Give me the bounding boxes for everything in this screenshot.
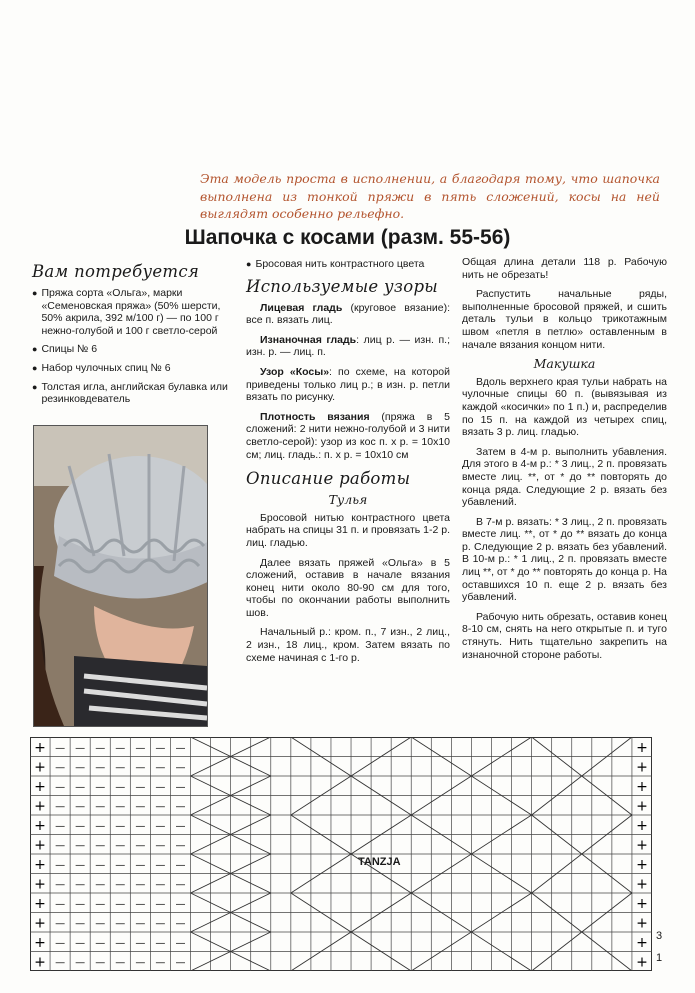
purl-stitch-symbol: — [115,840,126,852]
purl-stitch-symbol: — [155,918,166,930]
purl-stitch-symbol: — [95,762,106,774]
purl-stitch-symbol: — [115,957,126,969]
edge-stitch-symbol: + [34,856,46,873]
intro-text: Эта модель проста в исполнении, а благодаря тому, что шапочка выполнена из тонкой пряжи в пять сложений, косы на ней выглядят особенно рельефно. [200,171,660,221]
paragraph: Распустить начальные ряды, выполненные бросовой пряжей, и сшить деталь тульи в кольцо трикотажным швом «петля в петлю» оставленным в начале вязания концом нити. [462,288,667,351]
purl-stitch-symbol: — [135,762,146,774]
purl-stitch-symbol: — [175,801,186,813]
list-item: ● Бросовая нить контрастного цвета [246,258,425,270]
paragraph: Вдоль верхнего края тульи набрать на чулочные спицы 60 п. (вывязывая из каждой «косички» по 1 п.) и, распределив по 15 п. на каждой из четырех спиц, вязать 3 р. лиц. гладью. [462,375,667,439]
purl-stitch-symbol: — [155,957,166,969]
purl-stitch-symbol: — [55,762,66,774]
purl-stitch-symbol: — [75,762,86,774]
purl-stitch-symbol: — [55,781,66,793]
purl-stitch-symbol: — [175,781,186,793]
purl-stitch-symbol: — [155,879,166,891]
purl-stitch-symbol: — [95,840,106,852]
purl-stitch-symbol: — [55,898,66,910]
edge-stitch-symbol: + [636,915,648,932]
purl-stitch-symbol: — [55,840,66,852]
purl-stitch-symbol: — [155,840,166,852]
edge-stitch-symbol: + [34,759,46,776]
purl-stitch-symbol: — [175,820,186,832]
purl-stitch-symbol: — [175,937,186,949]
list-item: ● Набор чулочных спиц № 6 [32,361,171,374]
section-subheading: Макушка [533,356,596,372]
edge-stitch-symbol: + [636,817,648,834]
purl-stitch-symbol: — [55,937,66,949]
purl-stitch-symbol: — [135,840,146,852]
edge-stitch-symbol: + [636,895,648,912]
list-item: ● Пряжа сорта «Ольга», марки «Семеновская пряжа» (50% шерсти, 50% акрила, 392 м/100 г) — по 100 г нежно-голубой и 100 г светло-серой [32,287,221,337]
purl-stitch-symbol: — [115,937,126,949]
edge-stitch-symbol: + [636,954,648,971]
edge-stitch-symbol: + [34,876,46,893]
purl-stitch-symbol: — [135,879,146,891]
paragraph: Рабочую нить обрезать, оставив конец 8-10 см, снять на него открытые п. и туго стянуть. Нить тщательно закрепить на изнаночной стороне работы. [462,610,667,661]
purl-stitch-symbol: — [135,781,146,793]
purl-stitch-symbol: — [115,781,126,793]
purl-stitch-symbol: — [55,742,66,754]
edge-stitch-symbol: + [636,798,648,815]
purl-stitch-symbol: — [135,820,146,832]
patterns-column [246,258,450,671]
edge-stitch-symbol: + [636,934,648,951]
purl-stitch-symbol: — [55,859,66,871]
purl-stitch-symbol: — [75,781,86,793]
hat-photo [33,425,208,727]
purl-stitch-symbol: — [175,918,186,930]
purl-stitch-symbol: — [135,937,146,949]
purl-stitch-symbol: — [55,879,66,891]
purl-stitch-symbol: — [75,859,86,871]
pattern-item: Узор «Косы»: по схеме, на которой приведены только лиц р.; в изн. р. петли вязать по рисунку. [246,365,451,404]
purl-stitch-symbol: — [175,879,186,891]
purl-stitch-symbol: — [75,840,86,852]
watermark: TANZJA [358,856,401,868]
purl-stitch-symbol: — [115,742,126,754]
purl-stitch-symbol: — [175,957,186,969]
purl-stitch-symbol: — [55,918,66,930]
purl-stitch-symbol: — [75,898,86,910]
paragraph: Бросовой нитью контрастного цвета набрать на спицы 31 п. и провязать 1-2 р. лиц. гладью. [246,511,451,549]
purl-stitch-symbol: — [155,859,166,871]
edge-stitch-symbol: + [34,739,46,756]
list-item: ● Спицы № 6 [32,343,98,356]
purl-stitch-symbol: — [75,957,86,969]
materials-heading: Вам потребуется [32,262,200,281]
purl-stitch-symbol: — [115,879,126,891]
purl-stitch-symbol: — [95,937,106,949]
purl-stitch-symbol: — [175,840,186,852]
edge-stitch-symbol: + [34,934,46,951]
purl-stitch-symbol: — [135,859,146,871]
paragraph: Затем в 4-м р. выполнить убавления. Для этого в 4-м р.: * 3 лиц., 2 п. провязать вместе лиц. **, от * до ** повторять до конца ряда. Следующие 2 р. вязать без убавлений. [462,445,667,509]
purl-stitch-symbol: — [95,879,106,891]
edge-stitch-symbol: + [636,837,648,854]
purl-stitch-symbol: — [115,859,126,871]
edge-stitch-symbol: + [636,876,648,893]
row-number-3: 3 [656,930,663,942]
edge-stitch-symbol: + [34,895,46,912]
edge-stitch-symbol: + [34,817,46,834]
edge-stitch-symbol: + [34,778,46,795]
purl-stitch-symbol: — [75,879,86,891]
purl-stitch-symbol: — [155,742,166,754]
purl-stitch-symbol: — [115,820,126,832]
pattern-item: Плотность вязания (пряжа в 5 сложений: 2 нити нежно-голубой и 3 нити светло-серой): узор из кос п. х р. = 10х10 см; лиц. гладь.: п. х р. = 10х10 см [246,410,451,461]
purl-stitch-symbol: — [155,820,166,832]
purl-stitch-symbol: — [115,898,126,910]
purl-stitch-symbol: — [75,937,86,949]
purl-stitch-symbol: — [135,918,146,930]
purl-stitch-symbol: — [55,820,66,832]
paragraph: Общая длина детали 118 р. Рабочую нить не обрезать! [462,256,667,281]
purl-stitch-symbol: — [155,937,166,949]
knitting-chart [30,737,652,971]
purl-stitch-symbol: — [135,957,146,969]
purl-stitch-symbol: — [95,742,106,754]
purl-stitch-symbol: — [95,801,106,813]
paragraph: Начальный р.: кром. п., 7 изн., 2 лиц., 2 изн., 18 лиц., кром. Затем вязать по схеме начиная с 1-го р. [246,626,450,664]
purl-stitch-symbol: — [95,820,106,832]
pattern-item: Изнаночная гладь: лиц р. — изн. п.; изн. р. — лиц. п. [246,333,450,359]
purl-stitch-symbol: — [95,859,106,871]
purl-stitch-symbol: — [75,820,86,832]
purl-stitch-symbol: — [175,742,186,754]
purl-stitch-symbol: — [175,859,186,871]
edge-stitch-symbol: + [34,798,46,815]
purl-stitch-symbol: — [95,898,106,910]
purl-stitch-symbol: — [95,957,106,969]
list-item: ● Толстая игла, английская булавка или резинковдеватель [32,380,228,406]
materials-column [32,262,232,412]
paragraph: Далее вязать пряжей «Ольга» в 5 сложений, оставив в начале вязания конец нити около 80-90 см для того, чтобы по окончании работы выполнить шов. [246,556,450,619]
edge-stitch-symbol: + [34,954,46,971]
edge-stitch-symbol: + [34,915,46,932]
purl-stitch-symbol: — [95,918,106,930]
edge-stitch-symbol: + [636,778,648,795]
purl-stitch-symbol: — [175,762,186,774]
row-number-1: 1 [656,952,663,964]
purl-stitch-symbol: — [115,762,126,774]
pattern-item: Лицевая гладь (круговое вязание): все п. вязать лиц. [246,301,450,327]
section-subheading: Тулья [328,492,368,508]
purl-stitch-symbol: — [115,918,126,930]
purl-stitch-symbol: — [155,762,166,774]
purl-stitch-symbol: — [55,801,66,813]
edge-stitch-symbol: + [636,759,648,776]
page-title: Шапочка с косами (разм. 55-56) [184,226,511,249]
edge-stitch-symbol: + [34,837,46,854]
purl-stitch-symbol: — [155,898,166,910]
work-heading: Описание работы [246,469,411,489]
edge-stitch-symbol: + [636,739,648,756]
instructions-column [462,256,667,668]
patterns-heading: Используемые узоры [246,276,439,296]
purl-stitch-symbol: — [135,898,146,910]
purl-stitch-symbol: — [55,957,66,969]
purl-stitch-symbol: — [115,801,126,813]
edge-stitch-symbol: + [636,856,648,873]
purl-stitch-symbol: — [75,801,86,813]
purl-stitch-symbol: — [75,742,86,754]
purl-stitch-symbol: — [95,781,106,793]
purl-stitch-symbol: — [135,742,146,754]
purl-stitch-symbol: — [175,898,186,910]
purl-stitch-symbol: — [135,801,146,813]
purl-stitch-symbol: — [155,781,166,793]
purl-stitch-symbol: — [75,918,86,930]
purl-stitch-symbol: — [155,801,166,813]
paragraph: В 7-м р. вязать: * 3 лиц., 2 п. провязать вместе лиц. **, от * до ** вязать до конца р. Следующие 2 р. вязать без убавлений. В 10-м р.: * 1 лиц., 2 п. провязать вместе лиц **, от * до ** повторять до конца р. На оставшихся 10 п. еще 2 р. вязать без убавлений. [462,515,667,604]
